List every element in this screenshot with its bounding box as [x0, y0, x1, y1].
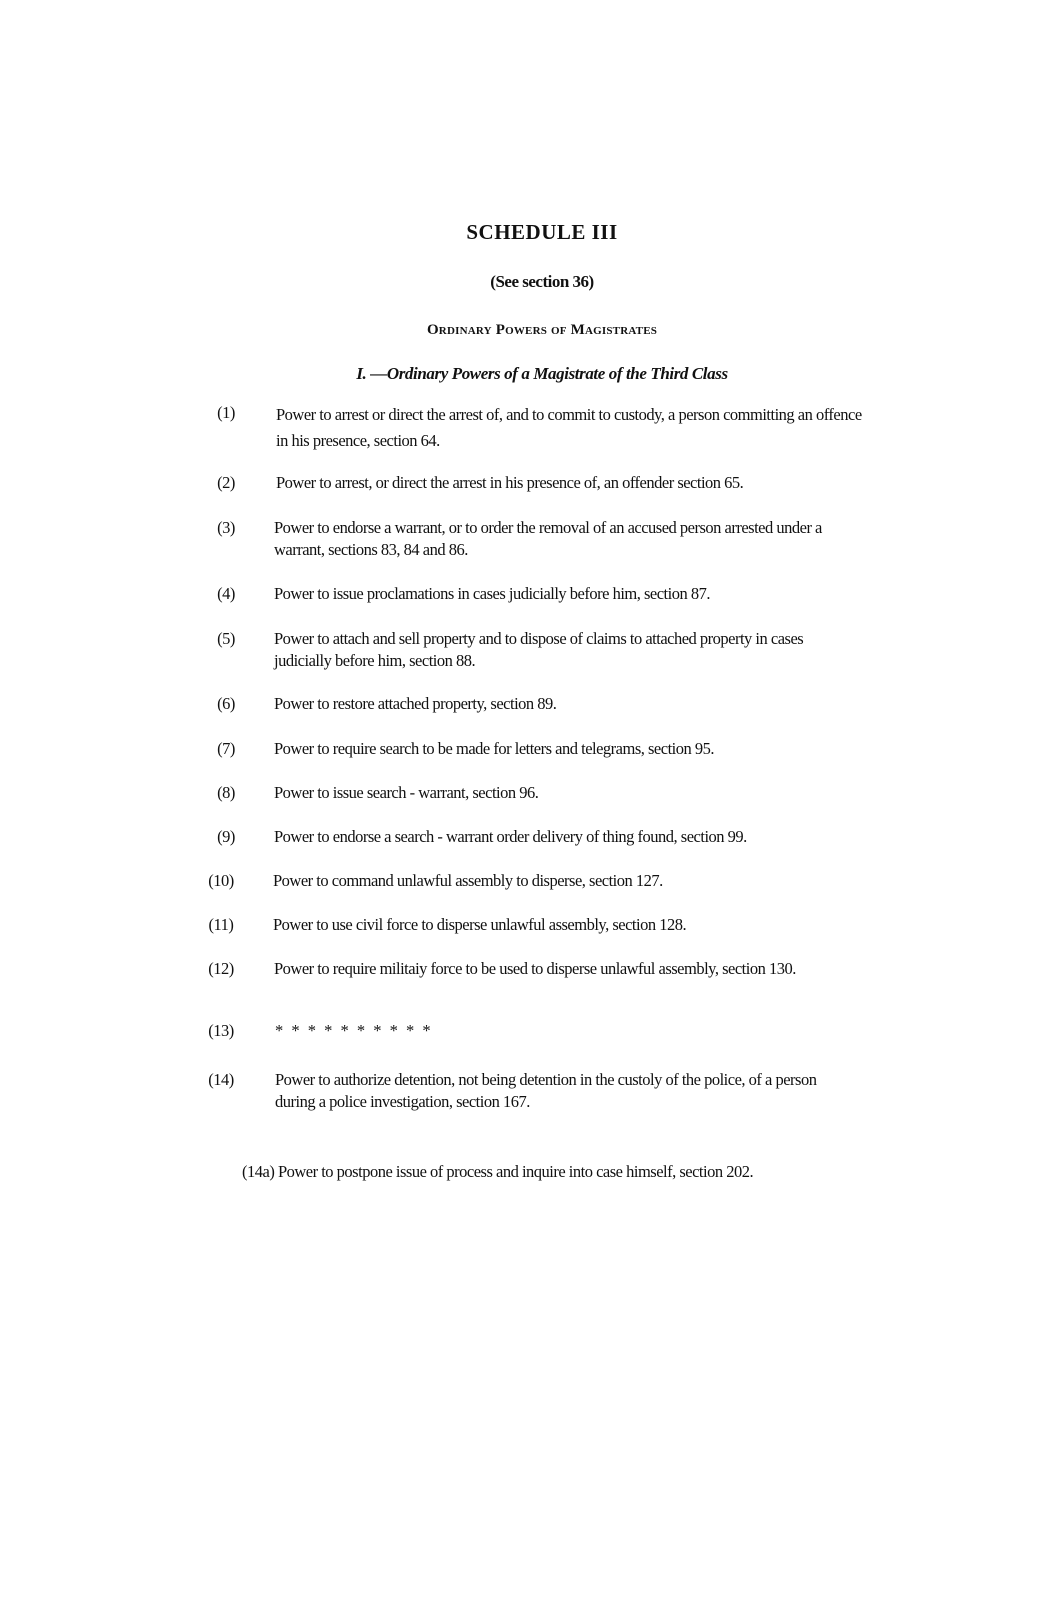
item-text: Power to attach and sell property and to dispose of claims to attached property in cases judicially before him, section 88. [274, 629, 804, 670]
schedule-title: SCHEDULE III [466, 220, 618, 244]
item-text: Power to endorse a search - warrant order delivery of thing found, section 99. [274, 827, 747, 846]
item-number: (13) [208, 1021, 234, 1040]
item-number: (12) [208, 959, 234, 978]
item-text: Power to issue proclamations in cases judicially before him, section 87. [274, 584, 710, 603]
list-item-14a: (14a) Power to postpone issue of process and inquire into case himself, section 202. [242, 1162, 754, 1181]
item-number: (2) [217, 473, 235, 492]
item-text: Power to restore attached property, section 89. [274, 694, 557, 713]
item-text: Power to arrest, or direct the arrest in his presence of, an offender section 65. [276, 473, 744, 492]
item-number: (11) [208, 915, 234, 934]
item-number: (5) [217, 629, 235, 648]
item-text: Power to arrest or direct the arrest of, and to commit to custody, a person committing an offence in his presence, section 64. [276, 405, 862, 450]
part-heading: I. —Ordinary Powers of a Magistrate of the Third Class [356, 364, 728, 383]
item-text: Power to authorize detention, not being detention in the custoly of the police, of a person during a police investigation, section 167. [275, 1070, 817, 1111]
item-number: (7) [217, 739, 235, 758]
omitted-item-asterisks: * * * * * * * * * * [275, 1021, 433, 1040]
item-text: Power to issue search - warrant, section 96. [274, 783, 539, 802]
item-text: Power to require search to be made for letters and telegrams, section 95. [274, 739, 714, 758]
item-number: (6) [217, 694, 235, 713]
item-number: (3) [217, 518, 235, 537]
schedule-subtitle: (See section 36) [490, 272, 594, 291]
item-number: (1) [217, 403, 235, 422]
item-number: (14) [208, 1070, 234, 1089]
item-text: Power to endorse a warrant, or to order the removal of an accused person arrested under a warrant, sections 83, 84 and 86. [274, 518, 822, 559]
item-number: (4) [217, 584, 235, 603]
section-heading: Ordinary Powers of Magistrates [426, 322, 658, 338]
item-number: (8) [217, 783, 235, 802]
item-text: Power to require militaiy force to be used to disperse unlawful assembly, section 130. [274, 959, 796, 978]
item-number: (9) [217, 827, 235, 846]
item-text: Power to use civil force to disperse unlawful assembly, section 128. [273, 915, 687, 934]
item-text: Power to command unlawful assembly to disperse, section 127. [273, 871, 663, 890]
item-number: (10) [208, 871, 234, 890]
